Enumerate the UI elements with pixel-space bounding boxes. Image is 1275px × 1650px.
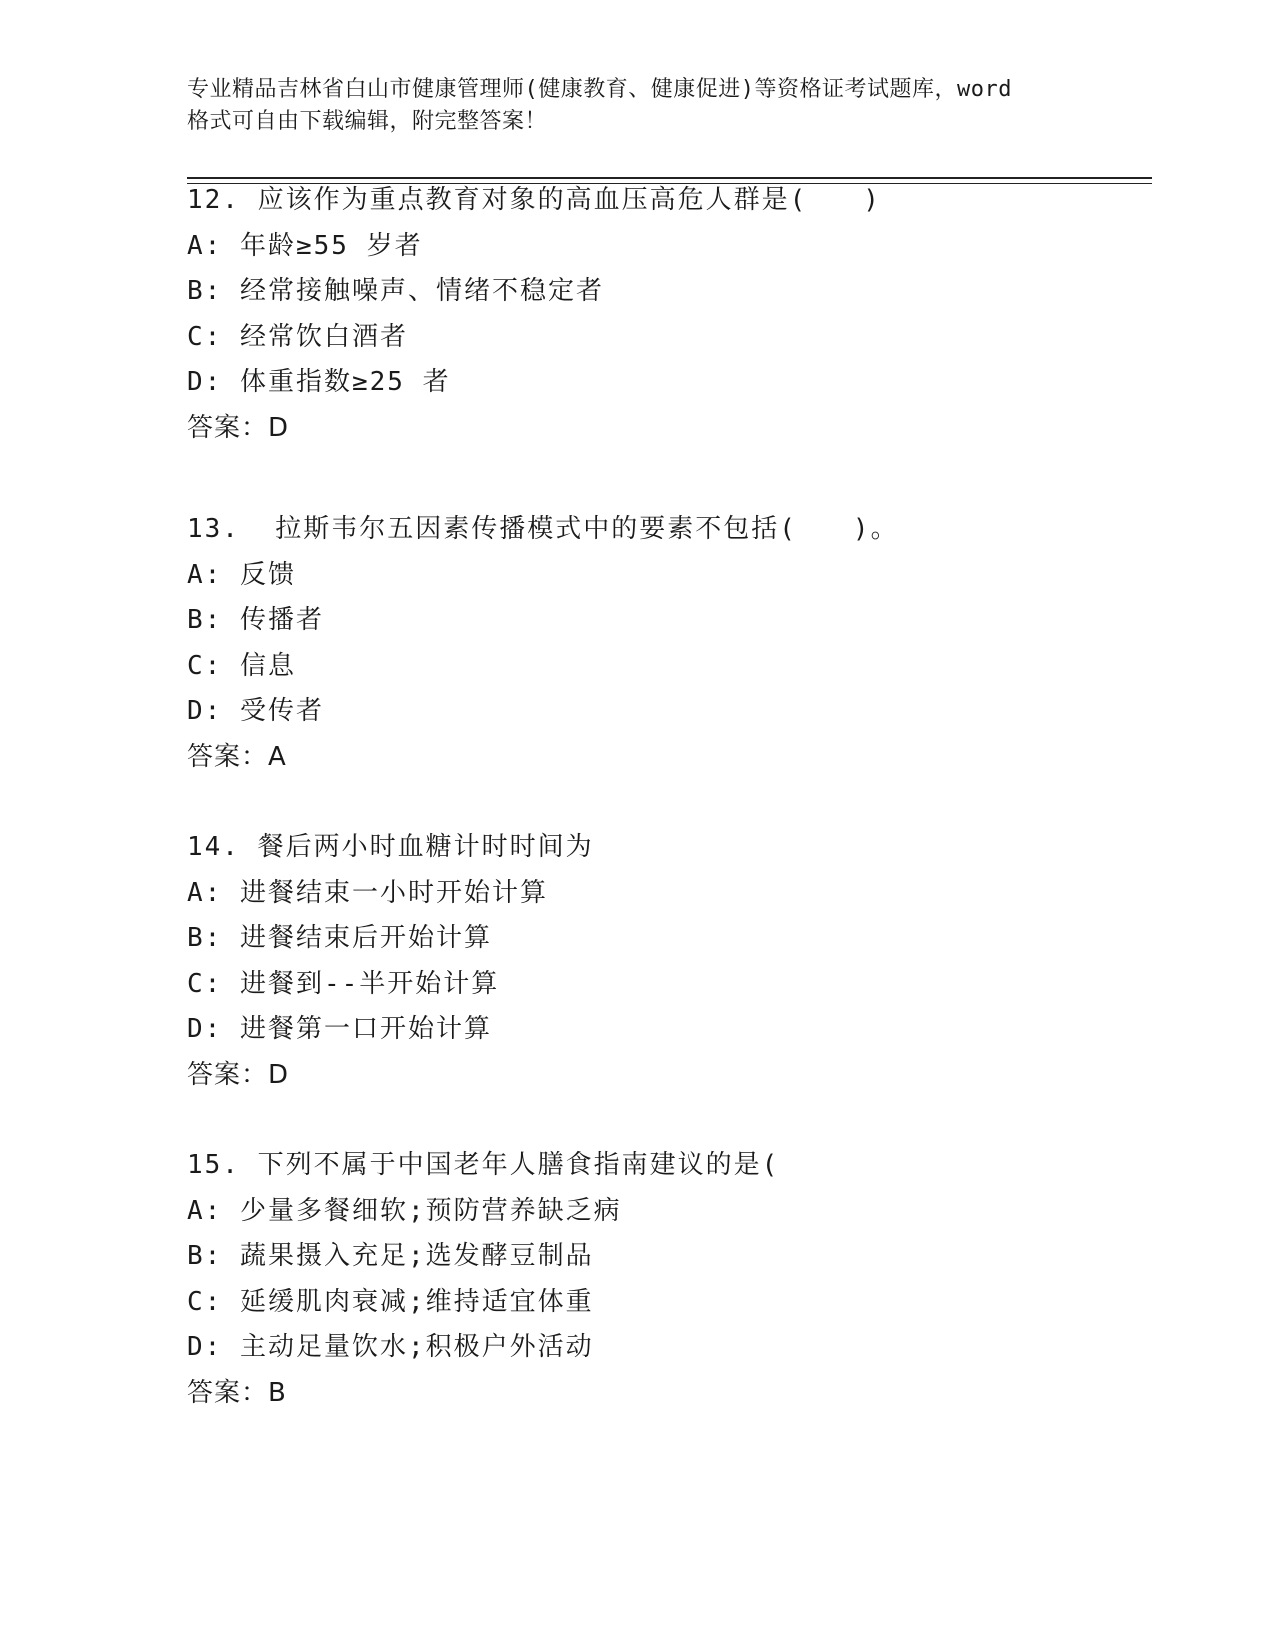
- option-b: B: 进餐结束后开始计算: [187, 923, 492, 953]
- option-c: C: 经常饮白酒者: [187, 321, 408, 352]
- question-stem: 13. 拉斯韦尔五因素传播模式中的要素不包括( )。: [187, 514, 899, 544]
- header-line-2: 格式可自由下载编辑，附完整答案！: [187, 109, 548, 134]
- question-block-15: [187, 1143, 1147, 1416]
- option-d: D: 体重指数≥25 者: [187, 367, 451, 397]
- option-a: A: 反馈: [187, 559, 296, 590]
- option-b: B: 传播者: [187, 605, 324, 635]
- option-a: A: 少量多餐细软;预防营养缺乏病: [187, 1195, 622, 1226]
- question-stem: 15. 下列不属于中国老年人膳食指南建议的是(: [187, 1150, 780, 1180]
- document-header: [187, 74, 1087, 138]
- answer: 答案：B: [187, 1377, 287, 1408]
- option-b: B: 蔬果摄入充足;选发酵豆制品: [187, 1241, 594, 1271]
- question-stem: 12. 应该作为重点教育对象的高血压高危人群是( ): [187, 185, 881, 215]
- answer: 答案：D: [187, 412, 290, 443]
- question-block-13: [187, 507, 1147, 780]
- answer: 答案：D: [187, 1059, 290, 1090]
- option-b: B: 经常接触噪声、情绪不稳定者: [187, 276, 604, 306]
- option-d: D: 受传者: [187, 696, 324, 726]
- option-d: D: 进餐第一口开始计算: [187, 1014, 492, 1044]
- option-a: A: 年龄≥55 岁者: [187, 230, 423, 261]
- option-a: A: 进餐结束一小时开始计算: [187, 877, 548, 908]
- option-c: C: 信息: [187, 650, 296, 681]
- header-line-1: 专业精品吉林省白山市健康管理师(健康教育、健康促进)等资格证考试题库，word: [187, 77, 1012, 102]
- option-c: C: 进餐到--半开始计算: [187, 968, 500, 999]
- question-block-12: [187, 178, 1147, 451]
- option-c: C: 延缓肌肉衰减;维持适宜体重: [187, 1286, 594, 1317]
- question-block-14: [187, 825, 1147, 1098]
- option-d: D: 主动足量饮水;积极户外活动: [187, 1332, 594, 1362]
- question-stem: 14. 餐后两小时血糖计时时间为: [187, 832, 594, 862]
- answer: 答案：A: [187, 741, 287, 772]
